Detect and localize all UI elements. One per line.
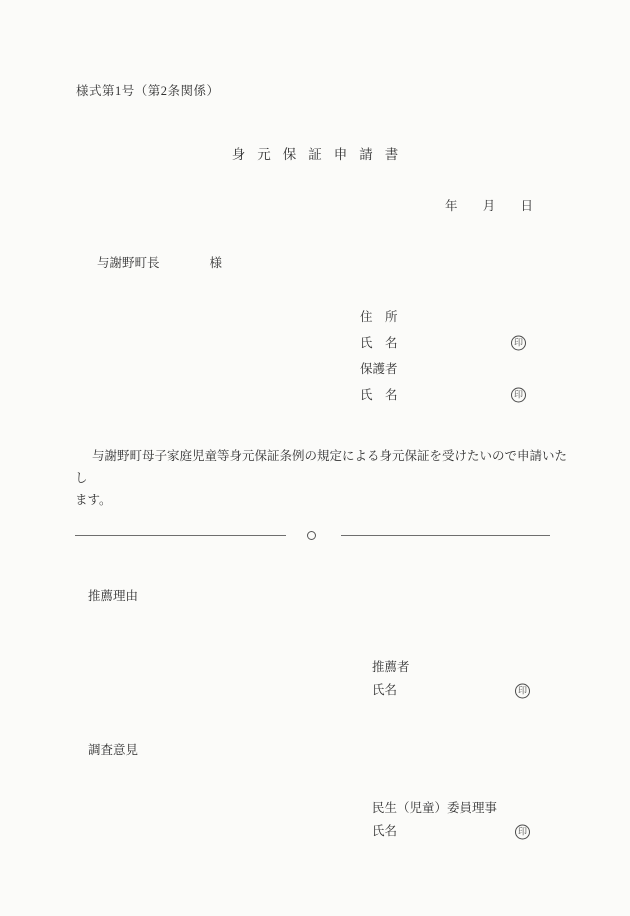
divider-rule-left xyxy=(75,535,286,536)
guardian-name-row xyxy=(360,382,540,408)
statement-line-1: 与謝野町母子家庭児童等身元保証条例の規定による身元保証を受けたいので申請いたし xyxy=(75,449,568,485)
page-title: 身元保証申請書 xyxy=(231,147,411,162)
applicant-signature-block xyxy=(360,304,540,408)
applicant-name-row xyxy=(360,330,540,356)
divider-rule-right xyxy=(341,535,550,536)
date-day-label: 日 xyxy=(520,199,533,213)
survey-heading: 調査意見 xyxy=(88,743,139,757)
committee-name-row xyxy=(372,820,540,843)
honorific-label: 様 xyxy=(209,256,223,270)
divider-circle-icon xyxy=(307,531,316,540)
committee-title-label: 民生（児童）委員理事 xyxy=(372,801,498,815)
cut-divider xyxy=(75,529,550,541)
guardian-label: 保護者 xyxy=(360,362,398,376)
recommendation-signature-block xyxy=(372,656,540,702)
date-year-label: 年 xyxy=(445,199,458,213)
application-statement xyxy=(75,445,569,511)
recommender-title-row xyxy=(372,656,540,679)
address-label: 住 所 xyxy=(360,310,398,324)
applicant-name-label: 氏 名 xyxy=(360,336,398,350)
guardian-row xyxy=(360,356,540,382)
committee-seal-icon: 印 xyxy=(515,824,530,839)
date-month-label: 月 xyxy=(482,199,496,213)
recommender-seal-icon: 印 xyxy=(515,683,530,698)
address-row xyxy=(360,304,540,330)
form-number: 様式第1号（第2条関係） xyxy=(76,84,220,98)
committee-title-row xyxy=(372,797,540,820)
addressee-name: 与謝野町長 xyxy=(97,256,160,270)
addressee-line xyxy=(97,253,222,271)
recommender-title-label: 推薦者 xyxy=(372,660,410,674)
survey-signature-block xyxy=(372,797,540,843)
statement-line-2: ます。 xyxy=(75,493,112,507)
guardian-seal-icon: 印 xyxy=(511,388,526,403)
recommendation-heading: 推薦理由 xyxy=(88,589,139,603)
committee-name-label: 氏名 xyxy=(372,824,398,838)
applicant-seal-icon: 印 xyxy=(511,336,526,351)
recommender-name-row xyxy=(372,679,540,702)
date-line xyxy=(445,196,533,214)
recommender-name-label: 氏名 xyxy=(372,683,398,697)
guardian-name-label: 氏 名 xyxy=(360,388,398,402)
